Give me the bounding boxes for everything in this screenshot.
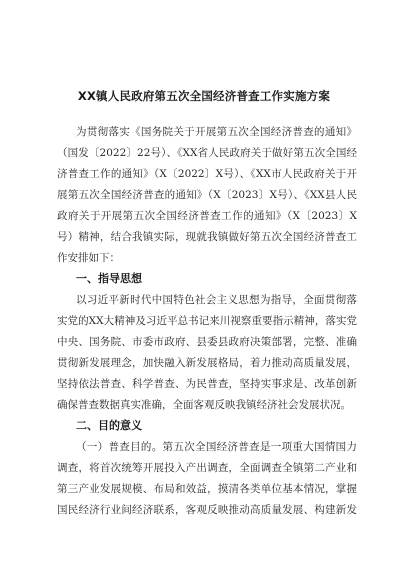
section1-line: 以习近平新时代中国特色社会主义思想为指导，全面贯彻落 xyxy=(76,294,357,306)
section2-line: （一）普查目的。第五次全国经济普查是一项重大国情国力 xyxy=(76,441,357,453)
document-title: XX镇人民政府第五次全国经济普查工作实施方案 xyxy=(77,89,331,103)
intro-line: 号）精神，结合我镇实际，现就我镇做好第五次全国经济普查工 xyxy=(57,231,357,243)
section1-line: 贯彻新发展理念，加快融入新发展格局，着力推动高质量发展， xyxy=(57,357,357,369)
section1-line: 确保普查数据真实准确，全面客观反映我镇经济社会发展状况。 xyxy=(57,399,351,411)
section2-line: 调查，将首次统筹开展投入产出调查，全面调查全镇第二产业和 xyxy=(57,462,357,474)
section2-line: 第三产业发展规模、布局和效益，摸清各类单位基本情况，掌握 xyxy=(57,483,357,495)
intro-line: 为贯彻落实《国务院关于开展第五次全国经济普查的通知》 xyxy=(76,126,357,138)
section-heading-purpose-significance: 二、目的意义 xyxy=(76,419,142,432)
intro-line: 展第五次全国经济普查的通知》（X〔2023〕X号）、《XX县人民 xyxy=(57,189,357,201)
intro-line: 作安排如下： xyxy=(57,252,120,264)
intro-line: 济普查工作的通知》（X〔2022〕X号）、《XX市人民政府关于开 xyxy=(57,168,357,180)
intro-line: 政府关于开展第五次全国经济普查工作的通知》（X〔2023〕X xyxy=(57,210,357,222)
intro-line: （国发〔2022〕22号）、《XX省人民政府关于做好第五次全国经 xyxy=(57,147,357,159)
section1-line: 坚持依法普查、科学普查、为民普查，坚持实事求是、改革创新 xyxy=(57,378,357,390)
section1-line: 实党的XX大精神及习近平总书记来川视察重要指示精神，落实党 xyxy=(57,315,357,327)
section2-line: 国民经济行业间经济联系，客观反映推动高质量发展、构建新发 xyxy=(57,504,357,516)
section1-line: 中央、国务院、市委市政府、县委县政府决策部署，完整、准确 xyxy=(57,336,357,348)
section-heading-guiding-ideology: 一、指导思想 xyxy=(76,272,142,285)
